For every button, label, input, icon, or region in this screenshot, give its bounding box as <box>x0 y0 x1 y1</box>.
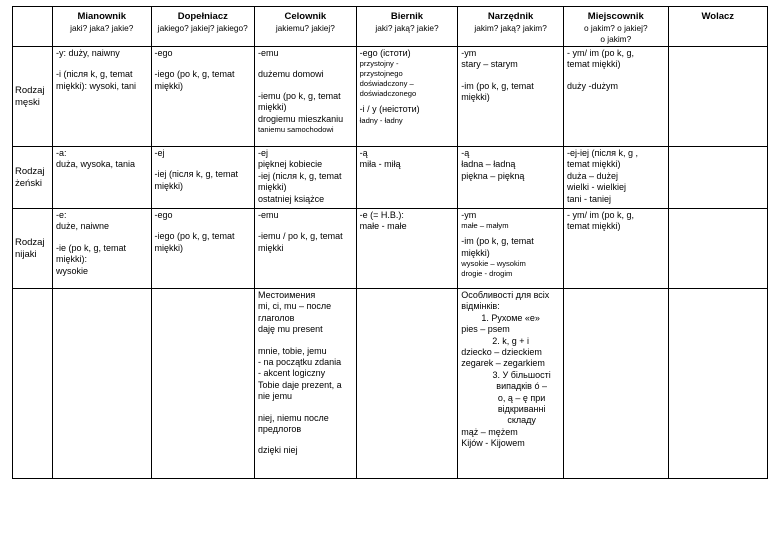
cell-meski-biernik: -ego (істоти) przystojny - przystojnego doświadczony – doświadczonego -i / y (неістоти) ładny - ładny <box>356 47 458 147</box>
cell-meski-dopelniacz: -ego -iego (po k, g, temat miękki) <box>151 47 255 147</box>
feature-item-2: 2. k, g + i <box>492 335 530 346</box>
cell-zenski-mianownik: -a: duża, wysoka, tania <box>52 147 151 209</box>
cell-meski-miejscownik: - ym/ im (po k, g, temat miękki) duży -dużym <box>563 47 668 147</box>
pronouns-stressed-note: mnie, tobie, jemu - na początku zdania - akcent logiczny Tobie daje prezent, a nie jemu <box>258 345 342 402</box>
row-rodzaj-meski <box>13 47 768 147</box>
cell-meski-wolacz <box>668 47 767 147</box>
row-label-meski: Rodzaj męski <box>13 47 53 147</box>
row-label-nijaki: Rodzaj nijaki <box>13 209 53 289</box>
cell-notes-dopelniacz <box>151 289 255 479</box>
cell-notes-label <box>13 289 53 479</box>
cell-zenski-miejscownik: -ej-iej (після k, g , temat miękki) duża – dużej wielki - wielkiej tani - taniej <box>563 147 668 209</box>
row-rodzaj-nijaki <box>13 209 768 289</box>
cell-meski-mianownik: -y: duży, naiwny -i (після k, g, temat miękki): wysoki, tani <box>52 47 151 147</box>
pronouns-example: dzięki niej <box>258 445 298 456</box>
cell-nijaki-biernik: -e (= Н.В.): małe - małe <box>356 209 458 289</box>
declension-document <box>12 6 768 479</box>
cell-zenski-narzednik: -ą ładna – ładną piękna – piękną <box>458 147 564 209</box>
header-corner <box>13 7 53 47</box>
cell-zenski-dopelniacz: -ej -iej (після k, g, temat miękki) <box>151 147 255 209</box>
pronouns-preposition-note: niej, niemu после предлогов <box>258 412 329 435</box>
header-dopelniacz: Dopełniacz jakiego? jakiej? jakiego? <box>151 7 255 47</box>
row-label-zenski: Rodzaj żeński <box>13 147 53 209</box>
header-miejscownik: Miejscownik o jakim? o jakiej? o jakim? <box>563 7 668 47</box>
cell-meski-celownik: -emu dużemu domowi -iemu (po k, g, temat miękki) drogiemu mieszkaniu taniemu samochodowi <box>255 47 357 147</box>
cell-notes-mianownik <box>52 289 151 479</box>
declension-table <box>12 6 768 479</box>
cell-notes-miejscownik <box>563 289 668 479</box>
features-heading: Особливості для всіх відмінків: <box>461 290 550 312</box>
feature-item-1: 1. Рухоме «е» <box>481 312 540 323</box>
cell-notes-biernik <box>356 289 458 479</box>
cell-notes-celownik <box>255 289 357 479</box>
cell-nijaki-wolacz <box>668 209 767 289</box>
header-celownik: Celownik jakiemu? jakiej? <box>255 7 357 47</box>
cell-notes-wolacz <box>668 289 767 479</box>
header-narzednik: Narzędnik jakim? jaką? jakim? <box>458 7 564 47</box>
cell-zenski-biernik: -ą miła - miłą <box>356 147 458 209</box>
header-row <box>13 7 768 47</box>
feature-item-3: 3. У більшості випадків ó – о, ą – ę при відкриванні складу <box>492 369 551 426</box>
cell-zenski-wolacz <box>668 147 767 209</box>
cell-meski-narzednik: -ym stary – starym -im (po k, g, temat miękki) <box>458 47 564 147</box>
row-notes <box>13 289 768 479</box>
cell-nijaki-narzednik: -ym małe – małym -im (po k, g, temat miękki) wysokie – wysokim drogie - drogim <box>458 209 564 289</box>
cell-nijaki-mianownik: -e: duże, naiwne -ie (po k, g, temat miękki): wysokie <box>52 209 151 289</box>
header-biernik: Biernik jaki? jaką? jakie? <box>356 7 458 47</box>
cell-notes-narzednik: Особливості для всіх відмінків: 1. Рухоме «е» pies – psem 2. k, g + i dziecko – dzieckiem zegarek – zegarkiem 3. У більшості випадків ó – о, ą – ę при відкриванні складу mąż – mężem Kijów - Kijowem <box>458 289 564 479</box>
cell-nijaki-miejscownik: - ym/ im (po k, g, temat miękki) <box>563 209 668 289</box>
cell-nijaki-dopelniacz: -ego -iego (po k, g, temat miękki) <box>151 209 255 289</box>
pronouns-note: Местоимения mi, ci, mu – после глаголов daję mu present <box>258 290 332 335</box>
header-wolacz: Wolacz <box>668 7 767 47</box>
cell-zenski-celownik: -ej pięknej kobiecie -iej (після k, g, temat miękki) ostatniej książce <box>255 147 357 209</box>
row-rodzaj-zenski <box>13 147 768 209</box>
header-mianownik: Mianownik jaki? jaka? jakie? <box>52 7 151 47</box>
cell-nijaki-celownik: -emu -iemu / po k, g, temat miękki <box>255 209 357 289</box>
